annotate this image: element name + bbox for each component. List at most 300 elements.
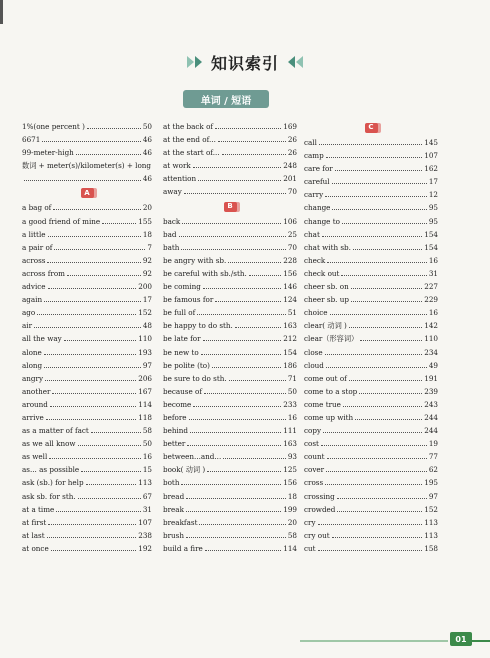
dot-leader bbox=[318, 516, 423, 525]
index-entry-term: ask sb. for sth. bbox=[22, 491, 76, 501]
dot-leader bbox=[215, 120, 281, 129]
dot-leader bbox=[349, 319, 422, 328]
index-entry-term: be full of bbox=[163, 308, 196, 318]
index-entry-page: 113 bbox=[424, 517, 438, 527]
index-entry-term: be famous for bbox=[163, 295, 214, 305]
index-entry bbox=[304, 188, 438, 201]
index-entry bbox=[22, 332, 152, 345]
index-entry-term: come out of bbox=[304, 373, 347, 383]
index-entry bbox=[22, 516, 152, 529]
index-entry-page: 25 bbox=[287, 229, 297, 239]
index-entry bbox=[22, 267, 152, 280]
index-entry-term: as well bbox=[22, 452, 48, 462]
index-entry bbox=[304, 542, 438, 555]
index-entry-page: 110 bbox=[138, 334, 152, 344]
dot-leader bbox=[44, 346, 136, 355]
index-entry-term: count bbox=[304, 452, 325, 462]
index-entry-page: 244 bbox=[424, 426, 438, 436]
index-entry bbox=[304, 149, 438, 162]
dot-leader bbox=[182, 215, 281, 224]
index-entry-term: come up with bbox=[304, 412, 354, 422]
dot-leader bbox=[207, 463, 281, 472]
dot-leader bbox=[321, 437, 427, 446]
index-entry bbox=[304, 280, 438, 293]
index-entry-page: 31 bbox=[428, 268, 438, 278]
index-entry bbox=[22, 411, 152, 424]
index-entry-term: check bbox=[304, 255, 326, 265]
dot-leader bbox=[353, 241, 422, 250]
index-entry-page: 169 bbox=[283, 122, 297, 131]
index-entry bbox=[304, 293, 438, 306]
letter-badge: C bbox=[365, 123, 378, 133]
dot-leader bbox=[326, 149, 423, 158]
index-entry-page: 238 bbox=[138, 530, 152, 540]
index-entry bbox=[22, 120, 152, 133]
index-entry bbox=[304, 241, 438, 254]
index-entry-page: 18 bbox=[142, 229, 152, 239]
index-entry-term: come to a stop bbox=[304, 386, 358, 396]
index-entry-term: 数词 + meter(s)/kilometer(s) + long bbox=[22, 161, 152, 171]
index-entry bbox=[22, 306, 152, 319]
index-entry bbox=[22, 450, 152, 463]
dot-leader bbox=[342, 215, 427, 224]
dot-leader bbox=[326, 359, 427, 368]
index-column-2 bbox=[163, 120, 297, 555]
dot-leader bbox=[327, 450, 427, 459]
index-entry-term: brush bbox=[163, 530, 184, 540]
index-entry-page: 229 bbox=[424, 295, 438, 305]
index-entry-page: 17 bbox=[428, 177, 438, 187]
index-entry-term: cry out bbox=[304, 530, 330, 540]
index-entry-page: 154 bbox=[283, 347, 297, 357]
index-entry-page: 154 bbox=[424, 242, 438, 252]
index-entry-term: change to bbox=[304, 216, 340, 226]
index-entry-term: as we all know bbox=[22, 439, 76, 449]
index-entry bbox=[163, 332, 297, 345]
index-entry-term: build a fire bbox=[163, 543, 203, 553]
index-entry-term: advice bbox=[22, 282, 46, 292]
dot-leader bbox=[222, 146, 286, 155]
index-entry-page: 92 bbox=[142, 255, 152, 265]
index-entry bbox=[304, 503, 438, 516]
index-entry bbox=[163, 267, 297, 280]
index-entry bbox=[163, 424, 297, 437]
index-entry-term: be coming bbox=[163, 282, 201, 292]
index-entry-page: 46 bbox=[142, 135, 152, 145]
index-entry-term: be careful with sb./sth. bbox=[163, 268, 247, 278]
index-entry bbox=[22, 385, 152, 398]
dot-leader bbox=[181, 241, 285, 250]
dot-leader bbox=[189, 411, 286, 420]
index-entry bbox=[304, 332, 438, 345]
index-entry bbox=[304, 175, 438, 188]
dot-leader bbox=[56, 503, 141, 512]
letter-heading bbox=[163, 199, 297, 215]
index-entry bbox=[22, 437, 152, 450]
dot-leader bbox=[249, 267, 282, 276]
index-entry-term: chat bbox=[304, 229, 320, 239]
index-entry-page: 19 bbox=[428, 439, 438, 449]
index-entry-page: 31 bbox=[142, 504, 152, 514]
index-entry-term: bad bbox=[163, 229, 177, 239]
letter-badge: A bbox=[81, 188, 94, 198]
dot-leader bbox=[332, 175, 427, 184]
index-entry bbox=[163, 398, 297, 411]
index-entry-page: 92 bbox=[142, 268, 152, 278]
index-entry-page: 199 bbox=[283, 504, 297, 514]
index-entry-term: 99-meter-high bbox=[22, 148, 74, 158]
dot-leader bbox=[198, 172, 281, 181]
dot-leader bbox=[204, 385, 286, 394]
index-entry bbox=[163, 450, 297, 463]
dot-leader bbox=[332, 201, 426, 210]
dot-leader bbox=[186, 490, 286, 499]
dot-leader bbox=[37, 306, 136, 315]
index-entry bbox=[304, 411, 438, 424]
dot-leader bbox=[203, 332, 282, 341]
index-entry bbox=[304, 346, 438, 359]
index-entry-term: again bbox=[22, 295, 43, 305]
dot-leader bbox=[48, 516, 136, 525]
index-entry-page: 114 bbox=[138, 399, 152, 409]
index-entry bbox=[163, 185, 297, 198]
index-entry-page: 113 bbox=[424, 530, 438, 540]
dot-leader bbox=[359, 385, 422, 394]
dot-leader bbox=[48, 228, 141, 237]
index-entry-term: break bbox=[163, 504, 184, 514]
dot-leader bbox=[201, 346, 282, 355]
index-entry-term: across from bbox=[22, 268, 65, 278]
index-entry-page: 163 bbox=[283, 321, 297, 331]
index-entry-page: 110 bbox=[424, 334, 438, 344]
index-entry-term: around bbox=[22, 399, 48, 409]
index-entry bbox=[22, 172, 152, 185]
index-entry-term: behind bbox=[163, 426, 189, 436]
dot-leader bbox=[47, 529, 137, 538]
index-entry bbox=[163, 476, 297, 489]
dot-leader bbox=[44, 293, 141, 302]
dot-leader bbox=[102, 215, 136, 224]
index-entry bbox=[22, 346, 152, 359]
index-entry-term: copy bbox=[304, 426, 322, 436]
letter-badge: B bbox=[224, 202, 237, 212]
index-entry-page: 146 bbox=[283, 282, 297, 292]
dot-leader bbox=[218, 133, 286, 142]
index-entry-term: close bbox=[304, 347, 323, 357]
index-entry-page: 67 bbox=[142, 491, 152, 501]
index-entry-term: at first bbox=[22, 517, 47, 527]
index-entry-term: care for bbox=[304, 164, 333, 174]
index-entry-term: back bbox=[163, 216, 181, 226]
index-entry bbox=[163, 346, 297, 359]
index-entry bbox=[22, 293, 152, 306]
index-entry-term: cloud bbox=[304, 360, 324, 370]
dot-leader bbox=[46, 411, 137, 420]
index-entry-term: away bbox=[163, 187, 182, 197]
index-entry-page: 192 bbox=[138, 543, 152, 553]
dot-leader bbox=[87, 120, 141, 129]
dot-leader bbox=[193, 159, 282, 168]
index-entry bbox=[22, 241, 152, 254]
index-entry-term: become bbox=[163, 399, 192, 409]
index-entry-term: camp bbox=[304, 151, 324, 161]
index-entry-page: 206 bbox=[138, 373, 152, 383]
index-entry-term: because of bbox=[163, 386, 203, 396]
dot-leader bbox=[193, 398, 281, 407]
index-entry-page: 227 bbox=[424, 282, 438, 292]
dot-leader bbox=[326, 463, 427, 472]
index-entry-page: 162 bbox=[424, 164, 438, 174]
index-entry bbox=[163, 319, 297, 332]
index-entry-page: 152 bbox=[424, 504, 438, 514]
dot-leader bbox=[337, 503, 422, 512]
dot-leader bbox=[229, 372, 286, 381]
index-entry-page: 145 bbox=[424, 138, 438, 147]
index-entry-page: 97 bbox=[428, 491, 438, 501]
index-entry-term: before bbox=[163, 412, 187, 422]
index-entry-page: 118 bbox=[138, 412, 152, 422]
index-entry-page: 97 bbox=[142, 360, 152, 370]
index-entry-term: a little bbox=[22, 229, 46, 239]
index-entry bbox=[22, 280, 152, 293]
index-entry-page: 58 bbox=[287, 530, 297, 540]
dot-leader bbox=[52, 385, 136, 394]
index-entry-term: at the end of... bbox=[163, 135, 216, 145]
index-entry bbox=[163, 146, 297, 159]
index-entry-term: ask (sb.) for help bbox=[22, 478, 84, 488]
index-entry-page: 70 bbox=[287, 187, 297, 197]
index-entry-term: a pair of bbox=[22, 242, 53, 252]
index-entry bbox=[304, 215, 438, 228]
index-entry-term: alone bbox=[22, 347, 42, 357]
index-entry bbox=[163, 241, 297, 254]
index-entry-term: clear（形容词） bbox=[304, 334, 359, 344]
index-entry-term: cut bbox=[304, 543, 316, 553]
index-entry-term: 1%(one percent ) bbox=[22, 122, 85, 131]
index-entry-page: 46 bbox=[142, 148, 152, 158]
index-entry-page: 70 bbox=[287, 242, 297, 252]
index-entry bbox=[22, 529, 152, 542]
index-entry-term: carry bbox=[304, 190, 324, 200]
index-entry-page: 62 bbox=[428, 465, 438, 475]
index-entry-page: 154 bbox=[424, 229, 438, 239]
index-entry-term: at last bbox=[22, 530, 45, 540]
dot-leader bbox=[335, 162, 423, 171]
dot-leader bbox=[184, 185, 286, 194]
index-entry bbox=[304, 228, 438, 241]
index-entry bbox=[22, 463, 152, 476]
index-entry-page: 201 bbox=[283, 174, 297, 184]
index-entry bbox=[163, 159, 297, 172]
index-entry-page: 125 bbox=[283, 465, 297, 475]
index-entry-page: 12 bbox=[428, 190, 438, 200]
index-entry-page: 50 bbox=[287, 386, 297, 396]
index-entry-term: along bbox=[22, 360, 43, 370]
dot-leader bbox=[332, 529, 423, 538]
index-entry bbox=[163, 254, 297, 267]
index-entry-term: check out bbox=[304, 268, 340, 278]
dot-leader bbox=[199, 516, 285, 525]
index-entry bbox=[163, 516, 297, 529]
index-entry-page: 16 bbox=[428, 308, 438, 318]
index-entry bbox=[22, 319, 152, 332]
dot-leader bbox=[322, 228, 422, 237]
index-entry-term: be happy to do sth. bbox=[163, 321, 233, 331]
index-entry-page: 16 bbox=[428, 255, 438, 265]
index-entry-page: 95 bbox=[428, 203, 438, 213]
index-entry bbox=[304, 398, 438, 411]
index-entry-page: 93 bbox=[287, 452, 297, 462]
dot-leader bbox=[325, 188, 427, 197]
dot-leader bbox=[45, 372, 136, 381]
index-entry-page: 212 bbox=[283, 334, 297, 344]
index-entry bbox=[22, 201, 152, 214]
index-entry bbox=[304, 359, 438, 372]
index-entry-term: angry bbox=[22, 373, 44, 383]
index-entry-page: 48 bbox=[142, 321, 152, 331]
index-entry-page: 156 bbox=[283, 478, 297, 488]
index-entry-page: 124 bbox=[283, 295, 297, 305]
index-entry-term: call bbox=[304, 138, 317, 147]
index-entry-term: bread bbox=[163, 491, 185, 501]
index-entry bbox=[304, 516, 438, 529]
index-entry bbox=[22, 542, 152, 555]
index-entry bbox=[304, 319, 438, 332]
dot-leader bbox=[64, 332, 137, 341]
index-entry-page: 106 bbox=[283, 216, 297, 226]
letter-heading bbox=[304, 120, 438, 136]
dot-leader bbox=[49, 450, 141, 459]
index-entry-page: 248 bbox=[283, 161, 297, 171]
dot-leader bbox=[78, 437, 141, 446]
index-entry bbox=[304, 385, 438, 398]
page-title: 知识索引 bbox=[210, 53, 279, 73]
dot-leader bbox=[341, 267, 426, 276]
dot-leader bbox=[181, 476, 281, 485]
index-entry bbox=[22, 215, 152, 228]
index-entry bbox=[163, 228, 297, 241]
index-entry bbox=[163, 437, 297, 450]
index-entry-page: 20 bbox=[142, 203, 152, 213]
dot-leader bbox=[228, 254, 281, 263]
index-entry-term: crowded bbox=[304, 504, 336, 514]
dot-leader bbox=[179, 228, 286, 237]
index-entry-page: 58 bbox=[142, 426, 152, 436]
dot-leader bbox=[215, 293, 281, 302]
dot-leader bbox=[235, 319, 281, 328]
index-entry bbox=[22, 254, 152, 267]
double-arrow-right-icon bbox=[187, 56, 203, 68]
index-entry bbox=[304, 306, 438, 319]
footer-stripe bbox=[300, 640, 448, 642]
index-entry-page: 71 bbox=[287, 373, 297, 383]
dot-leader bbox=[212, 359, 281, 368]
index-entry bbox=[163, 529, 297, 542]
index-entry bbox=[304, 476, 438, 489]
index-entry-page: 156 bbox=[283, 268, 297, 278]
index-entry bbox=[22, 228, 152, 241]
dot-leader bbox=[91, 424, 141, 433]
dot-leader bbox=[76, 146, 141, 155]
index-entry bbox=[163, 172, 297, 185]
index-entry-page: 51 bbox=[287, 308, 297, 318]
index-entry-page: 26 bbox=[287, 148, 297, 158]
index-entry-page: 46 bbox=[142, 174, 152, 184]
index-entry-term: arrive bbox=[22, 412, 44, 422]
index-entry-page: 50 bbox=[142, 122, 152, 131]
index-entry-term: air bbox=[22, 321, 33, 331]
dot-leader bbox=[81, 463, 141, 472]
index-entry-term: cheer sb. on bbox=[304, 282, 349, 292]
index-entry-page: 142 bbox=[424, 321, 438, 331]
index-entry-term: better bbox=[163, 439, 186, 449]
page-header bbox=[0, 50, 490, 74]
index-entry-page: 243 bbox=[424, 399, 438, 409]
dot-leader bbox=[186, 529, 286, 538]
index-entry bbox=[304, 529, 438, 542]
index-entry bbox=[163, 385, 297, 398]
dot-leader bbox=[325, 476, 422, 485]
index-entry-page: 50 bbox=[142, 439, 152, 449]
index-entry-page: 107 bbox=[424, 151, 438, 161]
index-entry bbox=[163, 306, 297, 319]
index-entry bbox=[22, 133, 152, 146]
index-entry-page: 191 bbox=[424, 373, 438, 383]
index-entry-page: 152 bbox=[138, 308, 152, 318]
index-entry-term: as... as possible bbox=[22, 465, 80, 475]
index-entry bbox=[163, 490, 297, 503]
index-entry-term: cover bbox=[304, 465, 325, 475]
index-entry bbox=[22, 372, 152, 385]
index-entry bbox=[163, 215, 297, 228]
dot-leader bbox=[323, 424, 422, 433]
dot-leader bbox=[325, 346, 423, 355]
dot-leader bbox=[351, 293, 422, 302]
index-entry-page: 163 bbox=[283, 439, 297, 449]
index-entry bbox=[304, 463, 438, 476]
index-entry bbox=[304, 490, 438, 503]
index-entry-page: 18 bbox=[287, 491, 297, 501]
index-entry-page: 186 bbox=[283, 360, 297, 370]
index-entry-term: crossing bbox=[304, 491, 335, 501]
index-entry-term: both bbox=[163, 478, 180, 488]
index-entry-page: 16 bbox=[287, 412, 297, 422]
index-entry bbox=[304, 450, 438, 463]
index-entry-term: be new to bbox=[163, 347, 199, 357]
left-margin-rule bbox=[0, 0, 3, 24]
index-entry-term: chat with sb. bbox=[304, 242, 351, 252]
index-entry-term: attention bbox=[163, 174, 197, 184]
dot-leader bbox=[330, 306, 427, 315]
index-entry-page: 234 bbox=[424, 347, 438, 357]
dot-leader bbox=[54, 241, 145, 250]
dot-leader bbox=[337, 490, 427, 499]
page-number: 01 bbox=[450, 632, 472, 646]
index-entry-term: cost bbox=[304, 439, 319, 449]
index-entry-page: 244 bbox=[424, 412, 438, 422]
index-entry-page: 113 bbox=[138, 478, 152, 488]
footer-stripe-end bbox=[472, 640, 490, 642]
section-subtitle: 单词 / 短语 bbox=[183, 90, 269, 108]
dot-leader bbox=[86, 476, 137, 485]
index-entry bbox=[163, 293, 297, 306]
index-entry-page: 15 bbox=[142, 465, 152, 475]
index-entry-term: all the way bbox=[22, 334, 62, 344]
index-entry-term: another bbox=[22, 386, 51, 396]
index-entry-page: 155 bbox=[138, 216, 152, 226]
index-entry-page: 49 bbox=[428, 360, 438, 370]
dot-leader bbox=[343, 398, 422, 407]
